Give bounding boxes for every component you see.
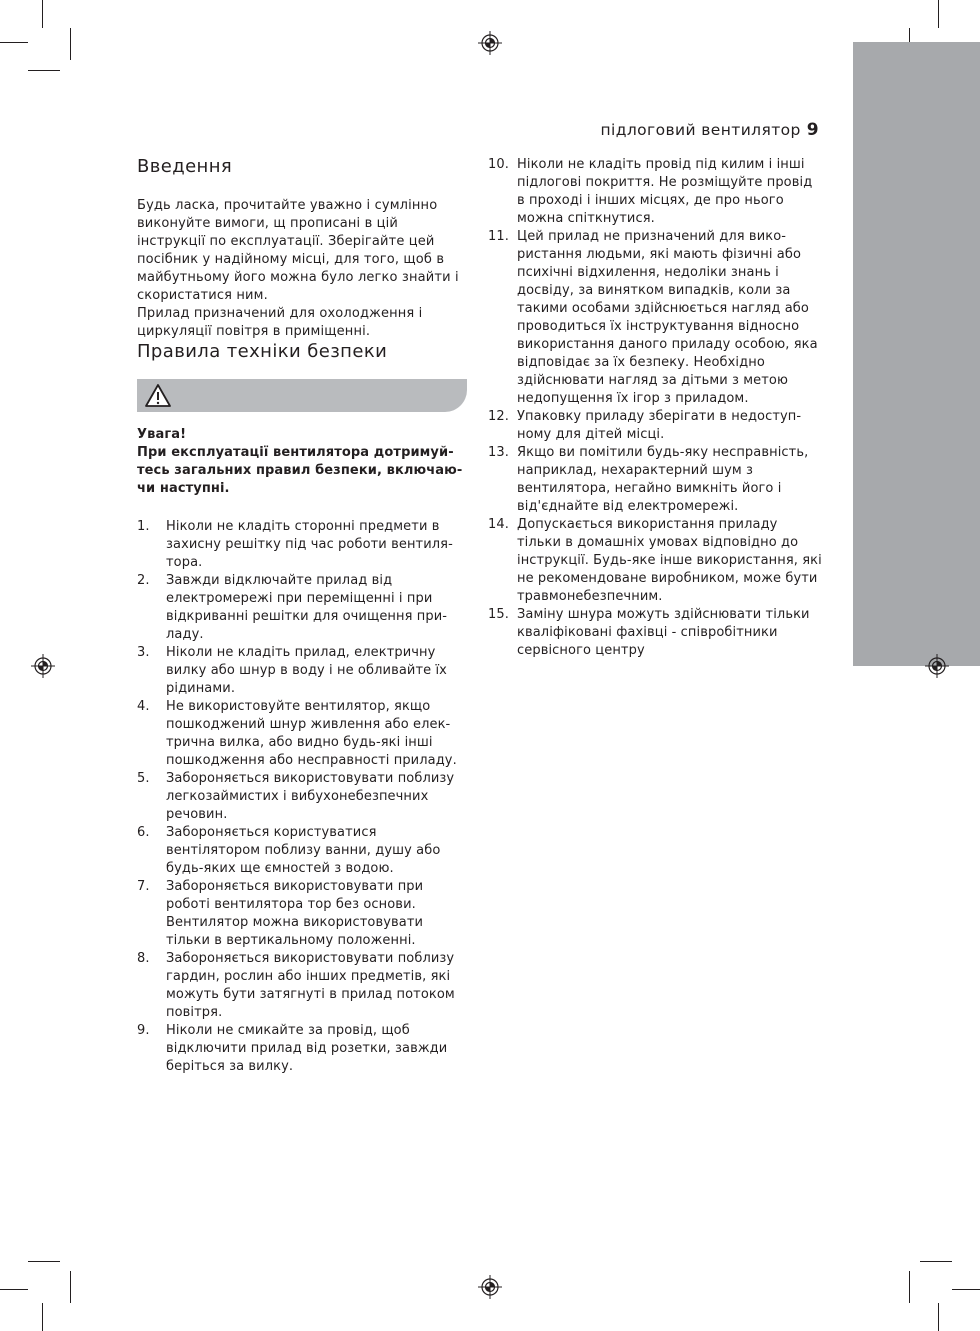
crop-mark xyxy=(0,42,28,43)
list-item xyxy=(488,156,823,228)
intro-paragraph: Будь ласка, прочитайте уважно і сумлінно виконуйте вимоги, щ прописані в цій інструкції по експлуатації. Зберігайте цей посібник у надійному місці, для того, щоб в майбутньому його можна було легко знайти і скористатися ним. xyxy=(137,198,459,303)
list-item xyxy=(137,950,467,1022)
item-text: Забороняється користуватися вентілятором поблизу ванни, душу або будь-яких ще ємностей з водою. xyxy=(166,825,441,876)
crop-mark xyxy=(42,0,43,28)
list-item xyxy=(488,444,823,516)
crop-mark xyxy=(28,1261,60,1262)
page-header xyxy=(600,120,819,140)
crop-mark xyxy=(28,70,60,71)
warning-body: При експлуатації вентилятора дотримуй-тесь загальних правил безпеки, включаю-чи наступні. xyxy=(137,445,463,496)
item-number: 1. xyxy=(137,519,150,534)
side-tab xyxy=(853,42,980,666)
warning-triangle-icon xyxy=(144,383,172,408)
item-text: Ніколи не кладіть сторонні предмети в захисну решітку під час роботи вентиля-тора. xyxy=(166,519,453,570)
item-number: 13. xyxy=(488,445,509,460)
right-column xyxy=(488,156,823,660)
crop-mark xyxy=(909,1271,910,1303)
registration-mark-icon xyxy=(478,31,502,55)
item-number: 7. xyxy=(137,879,150,894)
rules-list-left xyxy=(137,518,467,1076)
item-number: 4. xyxy=(137,699,150,714)
header-title: підлоговий вентилятор xyxy=(600,121,801,139)
item-number: 9. xyxy=(137,1023,150,1038)
item-text: Забороняється використовувати поблизу легкозаймистих і вибухонебезпечних речовин. xyxy=(166,771,455,822)
crop-mark xyxy=(70,1271,71,1303)
item-text: Забороняється використовувати поблизу гардин, рослин або інших предметів, які можуть бути затягнуті в прилад потоком повітря. xyxy=(166,951,455,1020)
item-number: 10. xyxy=(488,157,509,172)
item-number: 3. xyxy=(137,645,150,660)
item-number: 8. xyxy=(137,951,150,966)
item-number: 5. xyxy=(137,771,150,786)
item-number: 12. xyxy=(488,409,509,424)
item-number: 15. xyxy=(488,607,509,622)
list-item xyxy=(488,228,823,408)
list-item xyxy=(137,824,467,878)
crop-mark xyxy=(42,1303,43,1331)
item-number: 2. xyxy=(137,573,150,588)
crop-mark xyxy=(0,1289,28,1290)
item-text: Упаковку приладу зберігати в недоступ-ному для дітей місці. xyxy=(517,409,802,442)
warning-bar xyxy=(137,379,467,412)
page-number: 9 xyxy=(806,120,819,140)
item-number: 14. xyxy=(488,517,509,532)
intro-title: Введення xyxy=(137,156,233,177)
list-item xyxy=(137,698,467,770)
list-item xyxy=(137,572,467,644)
item-text: Ніколи не кладіть провід під килим і інші підлогові покриття. Не розміщуйте провід в проході і інших місцях, де про нього можна спіткнутися. xyxy=(517,157,813,226)
item-text: Забороняється використовувати при роботі вентилятора тор без основи. Вентилятор можна використовувати тільки в вертикальному положенні. xyxy=(166,879,424,948)
warning-heading: Увага! xyxy=(137,427,187,442)
item-text: Допускається використання приладу тільки в домашніх умовах відповідно до інструкції. Будь-яке інше використання, які не рекомендоване виробником, може бути травмонебезпечним. xyxy=(517,517,822,604)
intro-paragraph: Прилад призначений для охолодження і циркуляції повітря в приміщенні. xyxy=(137,306,423,339)
crop-mark xyxy=(938,1303,939,1331)
crop-mark xyxy=(952,1289,980,1290)
item-text: Заміну шнура можуть здійснювати тільки кваліфіковані фахівці - співробітники сервісного центру xyxy=(517,607,810,658)
registration-mark-icon xyxy=(31,654,55,678)
item-text: Цей прилад не призначений для вико-ристання людьми, які мають фізичні або психічні відхилення, недоліки знань і досвіду, за винятком випадків, коли за такими особами здійснюється нагляд або проводиться їх інструктування відносно використання даного приладу особою, яка відповідає за їх безпеку. Необхідно здійснювати нагляд за дітьми з метою недопущення їх ігор з приладом. xyxy=(517,229,818,406)
crop-mark xyxy=(70,28,71,60)
crop-mark xyxy=(938,0,939,28)
list-item xyxy=(488,606,823,660)
registration-mark-icon xyxy=(478,1275,502,1299)
left-column xyxy=(137,156,467,1076)
warning-text xyxy=(137,426,467,498)
list-item xyxy=(137,1022,467,1076)
item-text: Якщо ви помітили будь-яку несправність, наприклад, нехарактерний шум з вентилятора, негайно вимкніть його і від'єднайте від електромережі. xyxy=(517,445,809,514)
list-item xyxy=(137,518,467,572)
crop-mark xyxy=(920,1261,952,1262)
registration-mark-icon xyxy=(925,654,949,678)
item-text: Завжди відключайте прилад від електромережі при переміщенні і при відкриванні решітки для очищення при-ладу. xyxy=(166,573,448,642)
item-text: Ніколи не кладіть прилад, електричну вилку або шнур в воду і не обливайте їх рідинами. xyxy=(166,645,447,696)
list-item xyxy=(488,516,823,606)
list-item xyxy=(488,408,823,444)
item-text: Ніколи не смикайте за провід, щоб відключити прилад від розетки, завжди беріться за вилку. xyxy=(166,1023,448,1074)
list-item xyxy=(137,878,467,950)
rules-list-right xyxy=(488,156,823,660)
intro-body xyxy=(137,197,467,341)
list-item xyxy=(137,644,467,698)
safety-title: Правила техніки безпеки xyxy=(137,341,388,362)
item-number: 11. xyxy=(488,229,509,244)
item-text: Не використовуйте вентилятор, якщо пошкоджений шнур живлення або елек-трична вилка, або видно будь-які інші пошкодження або несправності приладу. xyxy=(166,699,457,768)
item-number: 6. xyxy=(137,825,150,840)
list-item xyxy=(137,770,467,824)
